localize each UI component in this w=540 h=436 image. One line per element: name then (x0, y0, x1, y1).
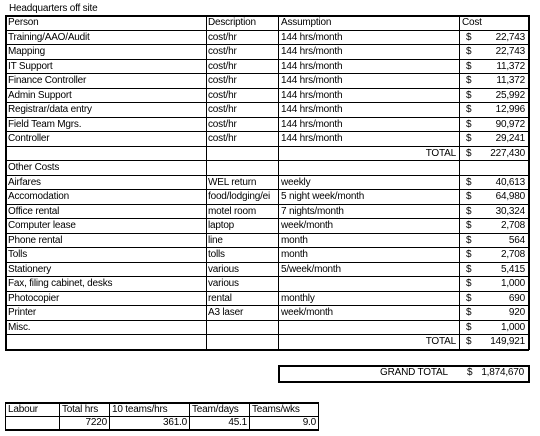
row-cost: 90,972 (495, 119, 525, 130)
column-rule (278, 15, 279, 350)
row-rule (5, 233, 529, 234)
row-cost: 22,743 (495, 46, 525, 57)
row-description: A3 laser (208, 307, 244, 318)
row-description: tolls (208, 249, 225, 260)
row-currency: $ (466, 90, 472, 101)
labour-value-total-hrs: 7220 (60, 417, 110, 431)
row-currency: $ (466, 220, 472, 231)
row-currency: $ (466, 75, 472, 86)
row-person: Tolls (8, 249, 28, 260)
column-rule (528, 15, 530, 350)
labour-header-labour: Labour (6, 403, 60, 417)
row-rule (5, 88, 529, 89)
row-cost: 564 (508, 235, 525, 246)
labour-header-row (6, 403, 319, 417)
row-description: various (208, 264, 239, 275)
row-assumption: 144 hrs/month (281, 75, 343, 86)
grand-total-currency: $ (467, 367, 473, 378)
row-description: cost/hr (208, 90, 237, 101)
row-rule (5, 15, 529, 17)
row-person: Accomodation (8, 191, 69, 202)
row-person: Phone rental (8, 235, 63, 246)
row-description: line (208, 235, 223, 246)
row-cost: 40,613 (495, 177, 525, 188)
row-assumption: week/month (281, 307, 333, 318)
row-cost: 12,996 (495, 104, 525, 115)
total-value: 149,921 (490, 336, 525, 347)
row-rule (5, 160, 529, 161)
row-cost: 1,000 (500, 278, 525, 289)
row-person: Stationery (8, 264, 52, 275)
row-person: Photocopier (8, 293, 60, 304)
row-cost: 29,241 (495, 133, 525, 144)
total-currency: $ (466, 336, 472, 347)
row-person: Registrar/data entry (8, 104, 92, 115)
column-rule (206, 15, 207, 350)
row-cost: 2,708 (500, 249, 525, 260)
row-cost: 5,415 (500, 264, 525, 275)
grand-total-value: 1,874,670 (481, 367, 524, 378)
row-rule (5, 305, 529, 306)
row-assumption: 5/week/month (281, 264, 341, 275)
row-assumption: 7 nights/month (281, 206, 344, 217)
row-cost: 11,372 (496, 75, 525, 86)
row-currency: $ (466, 133, 472, 144)
row-assumption: month (281, 235, 308, 246)
row-assumption: 144 hrs/month (281, 133, 343, 144)
row-currency: $ (466, 264, 472, 275)
row-currency: $ (466, 322, 472, 333)
other-costs-heading: Other Costs (8, 162, 60, 173)
row-assumption: weekly (281, 177, 311, 188)
row-description: cost/hr (208, 46, 237, 57)
row-assumption: monthly (281, 293, 315, 304)
row-assumption: 144 hrs/month (281, 104, 343, 115)
row-currency: $ (466, 177, 472, 188)
row-person: Training/AAO/Audit (8, 32, 90, 43)
labour-value-team-days: 45.1 (190, 417, 250, 431)
total-currency: $ (466, 148, 472, 159)
row-person: Mapping (8, 46, 45, 57)
row-person: Airfares (8, 177, 41, 188)
row-assumption: week/month (281, 220, 333, 231)
row-description: motel room (208, 206, 257, 217)
row-assumption: 144 hrs/month (281, 90, 343, 101)
row-rule (5, 320, 529, 321)
row-person: Fax, filing cabinet, desks (8, 278, 113, 289)
row-rule (5, 247, 529, 248)
row-assumption: 5 night week/month (281, 191, 365, 202)
row-cost: 64,980 (495, 191, 525, 202)
labour-value-labour (6, 417, 60, 431)
row-description: cost/hr (208, 61, 237, 72)
labour-table (5, 402, 319, 431)
row-cost: 1,000 (500, 322, 525, 333)
total-label: TOTAL (425, 148, 456, 159)
row-rule (5, 44, 529, 45)
header-assumption: Assumption (281, 17, 332, 28)
row-rule (5, 204, 529, 205)
row-currency: $ (466, 32, 472, 43)
row-person: Computer lease (8, 220, 76, 231)
labour-value-row (6, 417, 319, 431)
row-cost: 920 (508, 307, 525, 318)
row-assumption: 144 hrs/month (281, 61, 343, 72)
row-assumption: 144 hrs/month (281, 32, 343, 43)
row-person: Office rental (8, 206, 60, 217)
row-currency: $ (466, 293, 472, 304)
row-currency: $ (466, 104, 472, 115)
row-cost: 22,743 (495, 32, 525, 43)
labour-header-teams-hrs: 10 teams/hrs (110, 403, 190, 417)
row-person: Misc. (8, 322, 31, 333)
row-description: cost/hr (208, 75, 237, 86)
row-rule (5, 262, 529, 263)
row-rule (5, 175, 529, 176)
grand-total-label: GRAND TOTAL (380, 367, 448, 378)
row-cost: 30,324 (495, 206, 525, 217)
row-description: various (208, 278, 239, 289)
row-currency: $ (466, 61, 472, 72)
row-cost: 2,708 (500, 220, 525, 231)
labour-header-team-days: Team/days (190, 403, 250, 417)
row-currency: $ (466, 191, 472, 202)
sheet-title: Headquarters off site (9, 3, 98, 14)
row-rule (5, 117, 529, 118)
header-description: Description (208, 17, 256, 28)
row-rule (5, 131, 529, 132)
row-assumption: month (281, 249, 308, 260)
row-person: Finance Controller (8, 75, 87, 86)
row-cost: 690 (508, 293, 525, 304)
row-currency: $ (466, 307, 472, 318)
row-person: Printer (8, 307, 37, 318)
row-cost: 25,992 (495, 90, 525, 101)
row-description: laptop (208, 220, 235, 231)
row-person: Admin Support (8, 90, 72, 101)
row-currency: $ (466, 206, 472, 217)
header-cost: Cost (462, 17, 482, 28)
row-person: Controller (8, 133, 50, 144)
row-description: rental (208, 293, 232, 304)
row-cost: 11,372 (496, 61, 525, 72)
row-description: cost/hr (208, 133, 237, 144)
row-description: food/lodging/ei (208, 191, 271, 202)
total-value: 227,430 (490, 148, 525, 159)
row-rule (5, 218, 529, 219)
row-currency: $ (466, 249, 472, 260)
labour-header-total-hrs: Total hrs (60, 403, 110, 417)
row-currency: $ (466, 119, 472, 130)
labour-value-teams-wks: 9.0 (250, 417, 319, 431)
total-label: TOTAL (425, 336, 456, 347)
labour-header-teams-wks: Teams/wks (250, 403, 319, 417)
row-description: cost/hr (208, 32, 237, 43)
row-rule (5, 291, 529, 292)
row-rule (5, 349, 529, 351)
row-currency: $ (466, 278, 472, 289)
header-person: Person (8, 17, 39, 28)
column-rule (459, 15, 460, 350)
row-assumption: 144 hrs/month (281, 119, 343, 130)
row-description: cost/hr (208, 104, 237, 115)
row-person: IT Support (8, 61, 53, 72)
row-description: WEL return (208, 177, 257, 188)
row-person: Field Team Mgrs. (8, 119, 82, 130)
row-currency: $ (466, 46, 472, 57)
row-assumption: 144 hrs/month (281, 46, 343, 57)
row-currency: $ (466, 235, 472, 246)
row-rule (5, 59, 529, 60)
column-rule (5, 15, 7, 350)
labour-value-teams-hrs: 361.0 (110, 417, 190, 431)
row-description: cost/hr (208, 119, 237, 130)
